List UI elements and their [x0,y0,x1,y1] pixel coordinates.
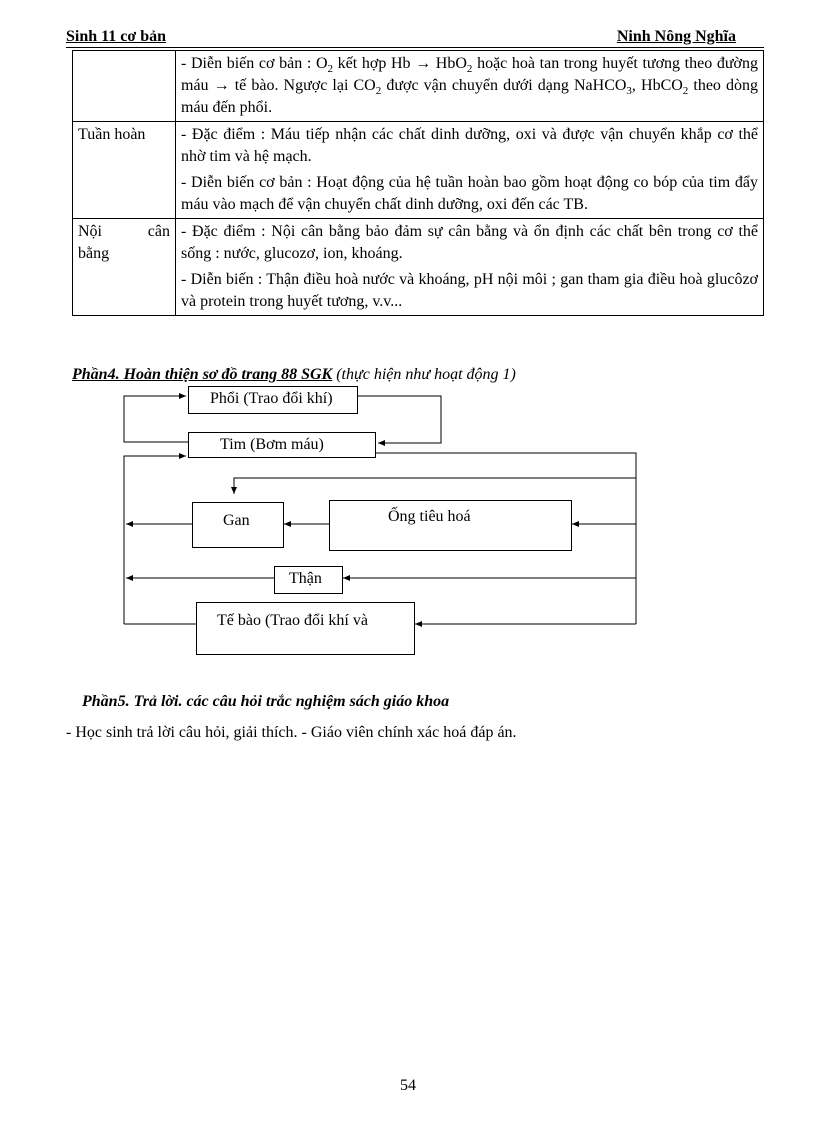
arrow-heart-to-lungs [124,396,188,442]
header-subject: Sinh 11 cơ bản [66,28,167,45]
row3-feature: - Đặc điểm : Nội cân bằng bảo đảm sự cân bằng và ổn định các chất bên trong cơ thể sống : nước, glucozơ, ion, khoáng. [181,223,758,262]
box-cells: Tế bào (Trao đổi khí và [196,602,415,655]
row2-feature: - Đặc điểm : Máu tiếp nhận các chất dinh dưỡng, oxi và được vận chuyển khắp cơ thể nhờ tim và hệ mạch. [181,126,758,165]
box-lungs: Phổi (Trao đổi khí) [188,386,358,414]
row-label-circulation: Tuần hoàn [78,126,146,143]
row2-process: - Diễn biến cơ bản : Hoạt động của hệ tuần hoàn bao gồm hoạt động co bóp của tim đẩy máu vào mạch để vận chuyển chất dinh dưỡng, oxi đến các TB. [181,174,758,213]
arrow-return-to-heart [124,456,186,624]
section5-title: Phần5. Trả lời. các câu hỏi trắc nghiệm sách giáo khoa [82,693,450,710]
arrow-to-liver [234,478,636,494]
box-kidney: Thận [274,566,343,594]
section4-note: (thực hiện như hoạt động 1) [336,366,516,383]
box-heart: Tim (Bơm máu) [188,432,376,458]
section4-title: Phần4. Hoàn thiện sơ đồ trang 88 SGK [72,366,333,383]
row-label-homeostasis-2: bằng [78,245,110,262]
box-digestive: Ống tiêu hoá [329,500,572,551]
section5-text: - Học sinh trả lời câu hỏi, giải thích. - Giáo viên chính xác hoá đáp án. [66,724,517,741]
row1-paragraph: - Diễn biến cơ bản : $O_2$ kết hợp Hb → HbO$_2$ hoặc hoà tan trong huyết tương theo đường máu → tế bào. Ngược lại $CO_2$ được vận chuyển dưới dạng NaHCO$_3$, HbCO$_2$ theo dòng máu đến phổi. [181,55,759,116]
box-liver: Gan [192,502,284,548]
header-author: Ninh Nông Nghĩa [616,28,736,45]
page-number: 54 [400,1077,416,1094]
row-label-homeostasis-1: Nội cân [78,223,170,240]
row3-process: - Diễn biến : Thận điều hoà nước và khoáng, pH nội môi ; gan tham gia điều hoà glucôzơ và protein trong huyết tương, v.v... [181,271,758,310]
